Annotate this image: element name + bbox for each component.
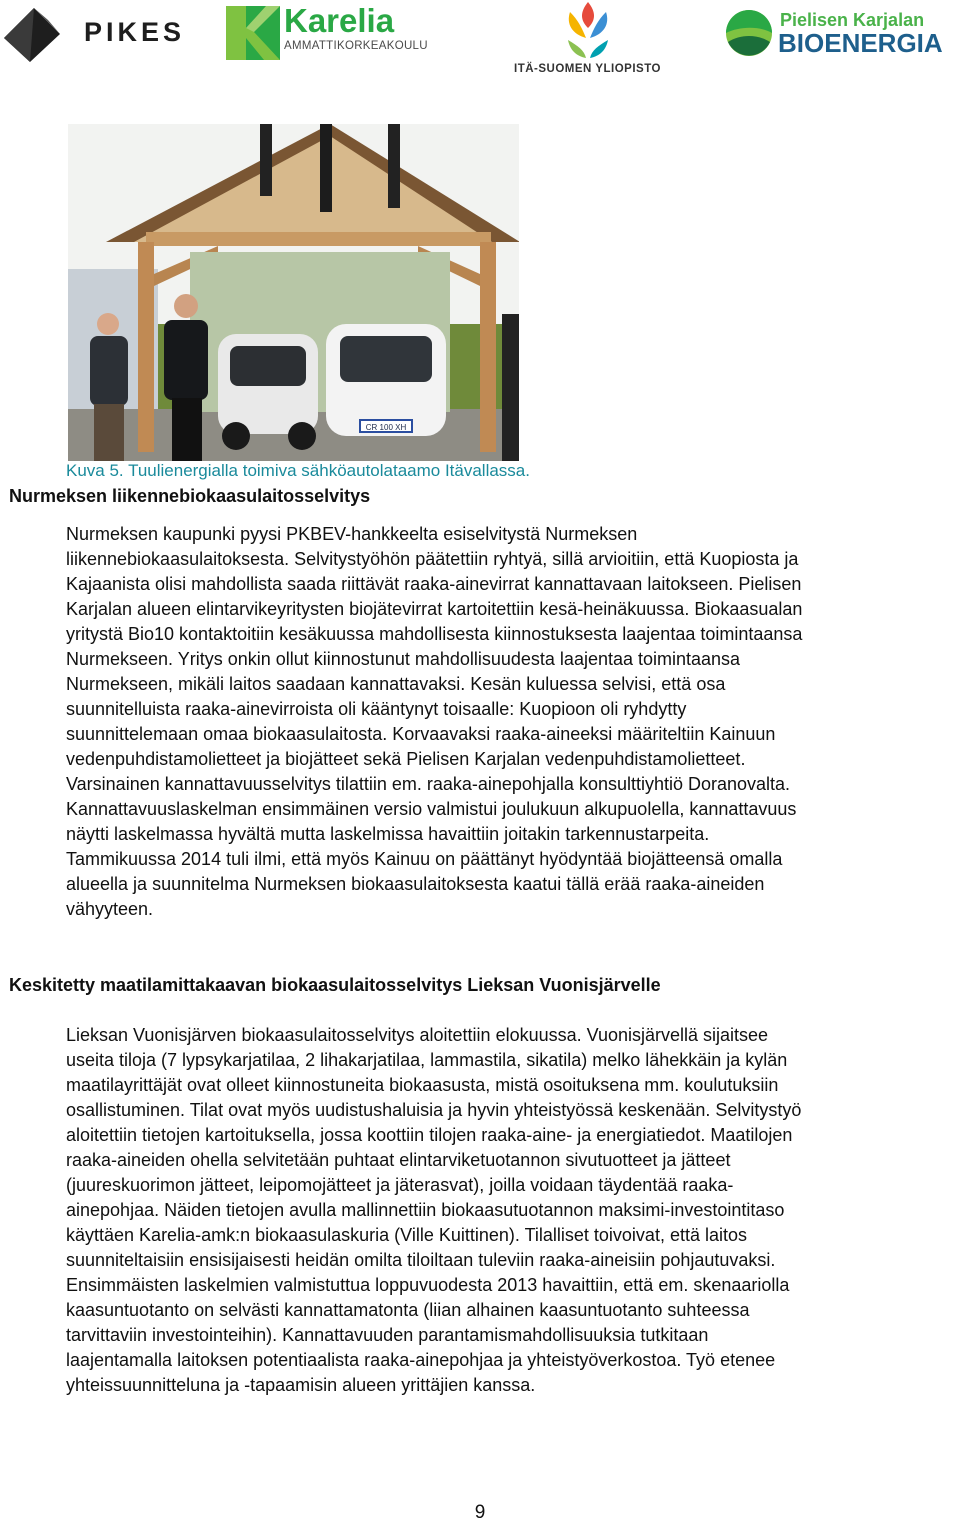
logo-bar [0, 0, 960, 80]
section2-body [66, 1023, 956, 1398]
text-line: tarvittaviin investointeihin). Kannattavuuden parantamismahdollisuuksia tutkitaan [66, 1325, 709, 1345]
text-line: Kajaanista olisi mahdollista saada riittävät raaka-ainevirrat kannattavaan laitokseen. Pielisen [66, 574, 802, 594]
text-line: Lieksan Vuonisjärven biokaasulaitosselvitys aloitettiin elokuussa. Vuonisjärvellä sijaitsee [66, 1025, 769, 1045]
text-line: suunnitelluista raaka-ainevirroista oli kääntynyt toisaalle: Kuopioon oli ryhdytty [66, 699, 687, 719]
uef-wordmark: ITÄ-SUOMEN YLIOPISTO [514, 63, 661, 75]
photo-illustration [68, 124, 519, 461]
license-plate: CR 100 XH [365, 423, 407, 432]
page-number: 9 [474, 1502, 486, 1523]
text-line: käyttäen Karelia-amk:n biokaasulaskuria (Ville Kuittinen). Tilalliset toivoivat, että laitos [66, 1225, 747, 1245]
section1-body [66, 522, 956, 922]
figure-caption: Kuva 5. Tuulienergialla toimiva sähköautolataamo Itävallassa. [66, 461, 530, 480]
text-line: liikennebiokaasulaitoksesta. Selvitystyöhön päätettiin ryhtyä, sillä arvioitiin, että Kuopiosta ja [66, 549, 799, 569]
bioenergia-globe-icon [724, 8, 774, 58]
bioenergia-top-text: Pielisen Karjalan [780, 10, 925, 30]
text-line: Nurmekseen. Yritys onkin ollut kiinnostunut mahdollisuudesta laajentaa toimintaansa [66, 649, 741, 669]
karelia-k-icon [226, 6, 280, 60]
text-line: osallistuminen. Tilat ovat myös uudistushaluisia ja hyvin yhteistyössä keskenään. Selvitystyö [66, 1100, 802, 1120]
text-line: Nurmekseen, mikäli laitos saadaan kannattavaksi. Kesän kuluessa selvisi, että osa [66, 674, 726, 694]
karelia-subtitle: AMMATTIKORKEAKOULU [284, 40, 428, 52]
text-line: suunnittelemaan omaa biokaasulaitosta. Korvaavaksi raaka-aineeksi määriteltiin Kainuun [66, 724, 776, 744]
section1-heading: Nurmeksen liikennebiokaasulaitosselvitys [9, 486, 371, 506]
bioenergia-logo [722, 4, 954, 60]
text-line: Tammikuussa 2014 tuli ilmi, että myös Kainuu on päättänyt hyödyntää biojätteensä omalla [66, 849, 783, 869]
karelia-wordmark: Karelia [284, 2, 395, 39]
text-line: ainepohjaa. Näiden tietojen avulla mallinnettiin biokaasutuotannon maksimi-investointitaso [66, 1200, 785, 1220]
karelia-logo [224, 2, 428, 62]
text-line: raaka-aineiden ohella selvitetään puhtaat elintarviketuotannon sivutuotteet ja jätteet [66, 1150, 731, 1170]
text-line: yhteissuunnitteluna ja -tapaamisin alueen yrittäjien kanssa. [66, 1375, 536, 1395]
uef-flame-icon [558, 0, 618, 60]
text-line: Kannattavuuslaskelman ensimmäinen versio valmistui joulukuun alkupuolella, kannattavuus [66, 799, 797, 819]
text-line: Ensimmäisten laskelmien valmistuttua loppuvuodesta 2013 havaittiin, että em. skenaariolla [66, 1275, 790, 1295]
charging-station-photo [68, 124, 519, 461]
text-line: (juureskuorimon jätteet, leipomojätteet ja jäterasvat), joilla voidaan täydentää raaka- [66, 1175, 734, 1195]
text-line: laajentamalla laitoksen potentiaalista raaka-ainepohjaa ja yhteistyöverkostoa. Työ etenee [66, 1350, 776, 1370]
text-line: aloitettiin tietojen kartoituksella, jossa koottiin tilojen raaka-aine- ja energiatiedot. Maatilojen [66, 1125, 793, 1145]
text-line: suunniteltaisiin ensisijaisesti heidän omilta tiloiltaan tuleviin raaka-aineisiin pohjautuvaksi. [66, 1250, 776, 1270]
text-line: useita tiloja (7 lypsykarjatilaa, 2 lihakarjatilaa, lammastila, sikatila) melko lähekkäin ja kylän [66, 1050, 788, 1070]
bioenergia-wordmark: BIOENERGIA [778, 28, 943, 58]
text-line: kaasuntuotanto on selvästi kannattamatonta (liian alhainen kaasuntuotanto suhteessa [66, 1300, 750, 1320]
pikes-wordmark: PIKES [84, 17, 186, 47]
text-line: Karjalan alueen elintarvikeyritysten biojätevirrat kartoitettiin kesä-heinäkuussa. Biokaasualan [66, 599, 803, 619]
text-line: yritystä Bio10 kontaktoitiin kesäkuussa mahdollisesta kiinnostuksesta laajentaa toimintaansa [66, 624, 803, 644]
text-line: näytti laskelmassa hyvältä mutta laskelmissa havaittiin joitakin tarkennustarpeita. [66, 824, 710, 844]
text-line: alueella ja suunnitelma Nurmeksen biokaasulaitoksesta kaatui tällä erää raaka-aineiden [66, 874, 765, 894]
text-line: vedenpuhdistamolietteet ja biojätteet sekä Pielisen Karjalan vedenpuhdistamolietteet. [66, 749, 746, 769]
uef-logo [508, 0, 668, 80]
section2-heading: Keskitetty maatilamittakaavan biokaasulaitosselvitys Lieksan Vuonisjärvelle [9, 975, 661, 995]
text-line: Varsinainen kannattavuusselvitys tilattiin em. raaka-ainepohjalla konsulttiyhtiö Doranovalta. [66, 774, 791, 794]
text-line: Nurmeksen kaupunki pyysi PKBEV-hankkeelta esiselvitystä Nurmeksen [66, 524, 638, 544]
pikes-logo [0, 0, 186, 64]
text-line: maatilayrittäjät ovat olleet kiinnostuneita biokaasusta, mistä osoituksena mm. koulutuksiin [66, 1075, 779, 1095]
text-line: vähyyteen. [66, 899, 154, 919]
